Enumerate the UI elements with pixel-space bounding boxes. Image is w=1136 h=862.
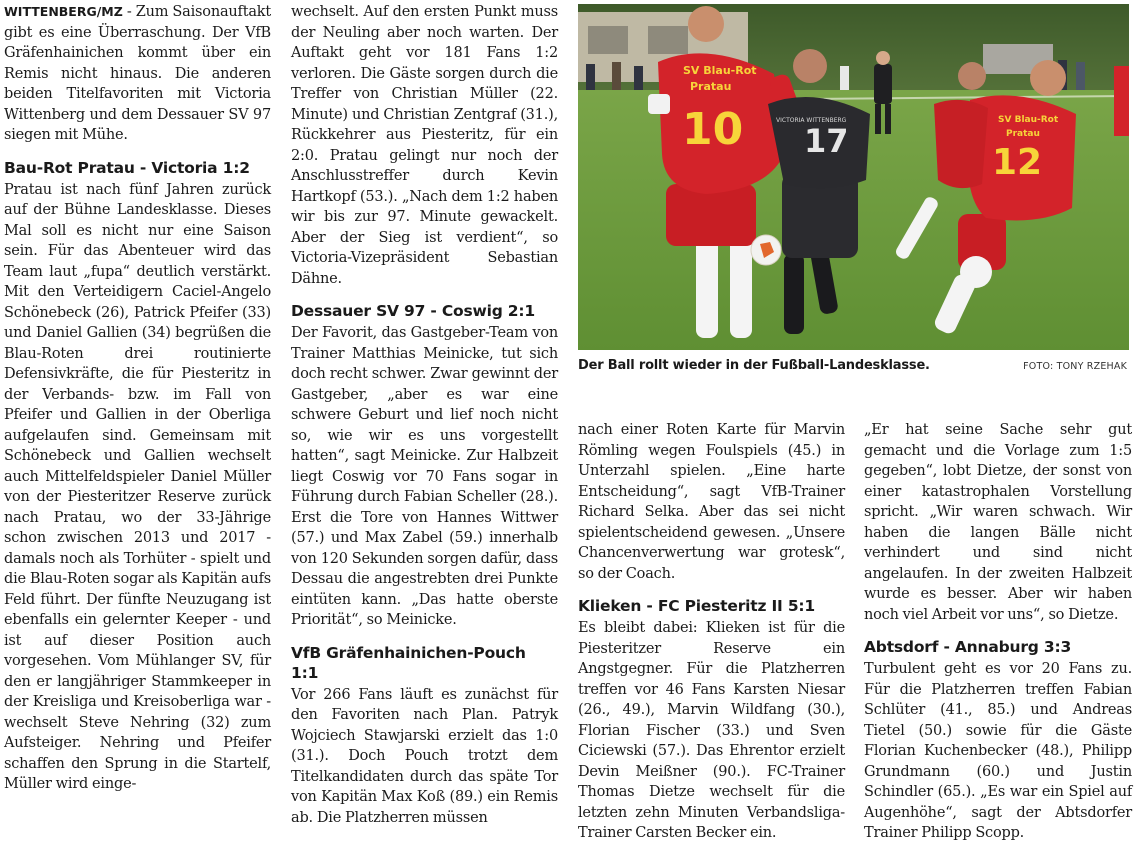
article-column-1 (4, 2, 271, 795)
svg-text:17: 17 (804, 122, 849, 160)
photo-caption (578, 358, 1129, 380)
svg-text:SV Blau-Rot: SV Blau-Rot (683, 64, 757, 77)
section-text-graefenhainichen-pouch: Vor 266 Fans läuft es zunächst für den Favoriten nach Plan. Patryk Wojciech Stawjarski erzielt das 1:0 (31.). Doch Pouch trotzt dem Titelkandidaten durch das späte Tor von Kapitän Max Koß (89.) ein Remis ab. Die Platzherren müssen (291, 686, 558, 826)
svg-text:SV Blau-Rot: SV Blau-Rot (998, 115, 1059, 125)
svg-text:Pratau: Pratau (690, 80, 732, 93)
section-text-dessau-coswig: Der Favorit, das Gastgeber-Team von Trainer Matthias Meinicke, tut sich doch recht schwer. Zwar gewinnt der Gastgeber, „aber es war eine schwere Geburt und lief noch nicht so, wie wir es uns vorgestellt hatten“, sagt Meinicke. Zur Halbzeit liegt Coswig vor 70 Fans sogar in Führung durch Fabian Scheller (28.). Erst die Tore von Hannes Wittwer (57.) und Max Zabel (59.) innerhalb von 120 Sekunden sorgen dafür, dass Dessau die angestrebten drei Punkte eintüten kann. „Das hatte oberste Priorität“, so Meinicke. (291, 325, 558, 628)
svg-text:10: 10 (682, 104, 744, 155)
article-column-3 (578, 420, 845, 844)
svg-text:12: 12 (992, 142, 1043, 183)
section-heading-dessau-coswig: Dessauer SV 97 - Coswig 2:1 (291, 302, 535, 320)
match-photo (578, 4, 1129, 350)
section-heading-graefenhainichen-pouch: VfB Gräfenhainichen-Pouch 1:1 (291, 643, 526, 682)
section-heading-abtsdorf-annaburg: Abtsdorf - Annaburg 3:3 (864, 638, 1072, 656)
article-column-2 (291, 2, 558, 828)
section-text-klieken-piesteritz: Es bleibt dabei: Klieken ist für die Piesteritzer Reserve ein Angstgegner. Für die Platzherren treffen vor 46 Fans Karsten Niesar (26., 49.), Marvin Wildfang (30.), Florian Fischer (33.) und Sven Ciciewski (57.). Das Ehrentor erzielt Devin Meißner (90.). FC-Trainer Thomas Dietze wechselt für die letzten zehn Minuten Verbandsliga-Trainer Carsten Becker ein. (578, 620, 845, 841)
section-heading-klieken-piesteritz: Klieken - FC Piesteritz II 5:1 (578, 597, 815, 615)
section-text-abtsdorf-annaburg: Turbulent geht es vor 20 Fans zu. Für die Platzherren treffen Fabian Schlüter (41., 85.) und Andreas Tietel (50.) sowie für die Gäste Florian Kuchenbecker (48.), Philipp Grundmann (60.) und Justin Schindler (65.). „Es war ein Spiel auf Augenhöhe“, sagt der Abtsdorfer Trainer Philipp Scopp. (864, 661, 1132, 841)
intro-paragraph (4, 2, 271, 146)
section-text-pratau-victoria: Pratau ist nach fünf Jahren zurück auf der Bühne Landesklasse. Dieses Mal soll es nicht nur eine Saison sein. Für das Abenteuer wird das Team laut „fupa“ deutlich verstärkt. Mit den Verteidigern Caciel-Angelo Schönebeck (26), Patrick Pfeifer (33) und Daniel Gallien (34) begrüßen die Blau-Roten drei routinierte Defensivkräfte, die für Piesteritz in der Verbands- bzw. im Fall von Pfeifer und Gallien in der Oberliga aufgelaufen sind. Gemeinsam mit Schönebeck und Gallien wechselt auch Mittelfeldspieler Daniel Müller von der Piesteritzer Reserve zurück nach Pratau, wo der 33-Jährige schon zwischen 2013 und 2017 - damals noch als Torhüter - spielt und die Blau-Roten sogar als Kapitän aufs Feld führt. Der fünfte Neuzugang ist ebenfalls ein gelernter Keeper - und ist auf dieser Position auch vorgesehen. Vom Mühlanger SV, für den er langjähriger Stammkeeper in der Kreisliga und Kreisoberliga war - wechselt Steve Nehring (32) zum Aufsteiger. Nehring und Pfeifer schaffen den Sprung in die Startelf, Müller wird einge- (4, 181, 271, 792)
section-heading-pratau-victoria: Bau-Rot Pratau - Victoria 1:2 (4, 158, 250, 177)
intro-text: - Zum Saisonauftakt gibt es eine Überraschung. Der VfB Gräfenhainichen kommt über ein Remis nicht hinaus. Die anderen beiden Titelfavoriten mit Victoria Wittenberg und dem Dessauer SV 97 siegen mit Mühe. (4, 4, 271, 143)
section-text-klieken-piesteritz-continued: „Er hat seine Sache sehr gut gemacht und die Vorlage zum 1:5 gegeben“, lobt Dietze, der sonst von einer katastrophalen Vorstellung spricht. „Wir waren schwach. Wir haben die langen Bälle nicht verhindert und sind nicht angelaufen. In der zweiten Halbzeit wurde es besser. Aber wir haben noch viel Arbeit vor uns“, so Dietze. (864, 422, 1132, 623)
football (751, 235, 781, 265)
svg-text:VICTORIA WITTENBERG: VICTORIA WITTENBERG (776, 117, 847, 124)
dateline: WITTENBERG/MZ (4, 4, 123, 19)
section-text-pratau-victoria-continued: wechselt. Auf den ersten Punkt muss der Neuling aber noch warten. Der Auftakt geht vor 181 Fans 1:2 verloren. Die Gäste sorgen durch die Treffer von Christian Müller (22. Minute) und Christian Zentgraf (31.), Rückkehrer aus Piesteritz, für ein 2:0. Pratau gelingt nur noch der Anschlusstreffer durch Kevin Hartkopf (53.). „Nach dem 1:2 haben wir bis zur 97. Minute gewackelt. Aber der Sieg ist verdient“, so Victoria-Vizepräsident Sebastian Dähne. (291, 4, 558, 287)
photo-credit: FOTO: TONY RZEHAK (1023, 361, 1127, 372)
section-text-graefenhainichen-pouch-continued: nach einer Roten Karte für Marvin Römling wegen Foulspiels (45.) in Unterzahl spielen. „Eine harte Entscheidung“, sagt VfB-Trainer Richard Selka. Aber das sei nicht spielentscheidend gewesen. „Unsere Chancenverwertung war grotesk“, so der Coach. (578, 422, 845, 582)
svg-text:Pratau: Pratau (1006, 129, 1040, 139)
caption-text: Der Ball rollt wieder in der Fußball-Landesklasse. (578, 358, 930, 373)
article-column-4 (864, 420, 1132, 844)
